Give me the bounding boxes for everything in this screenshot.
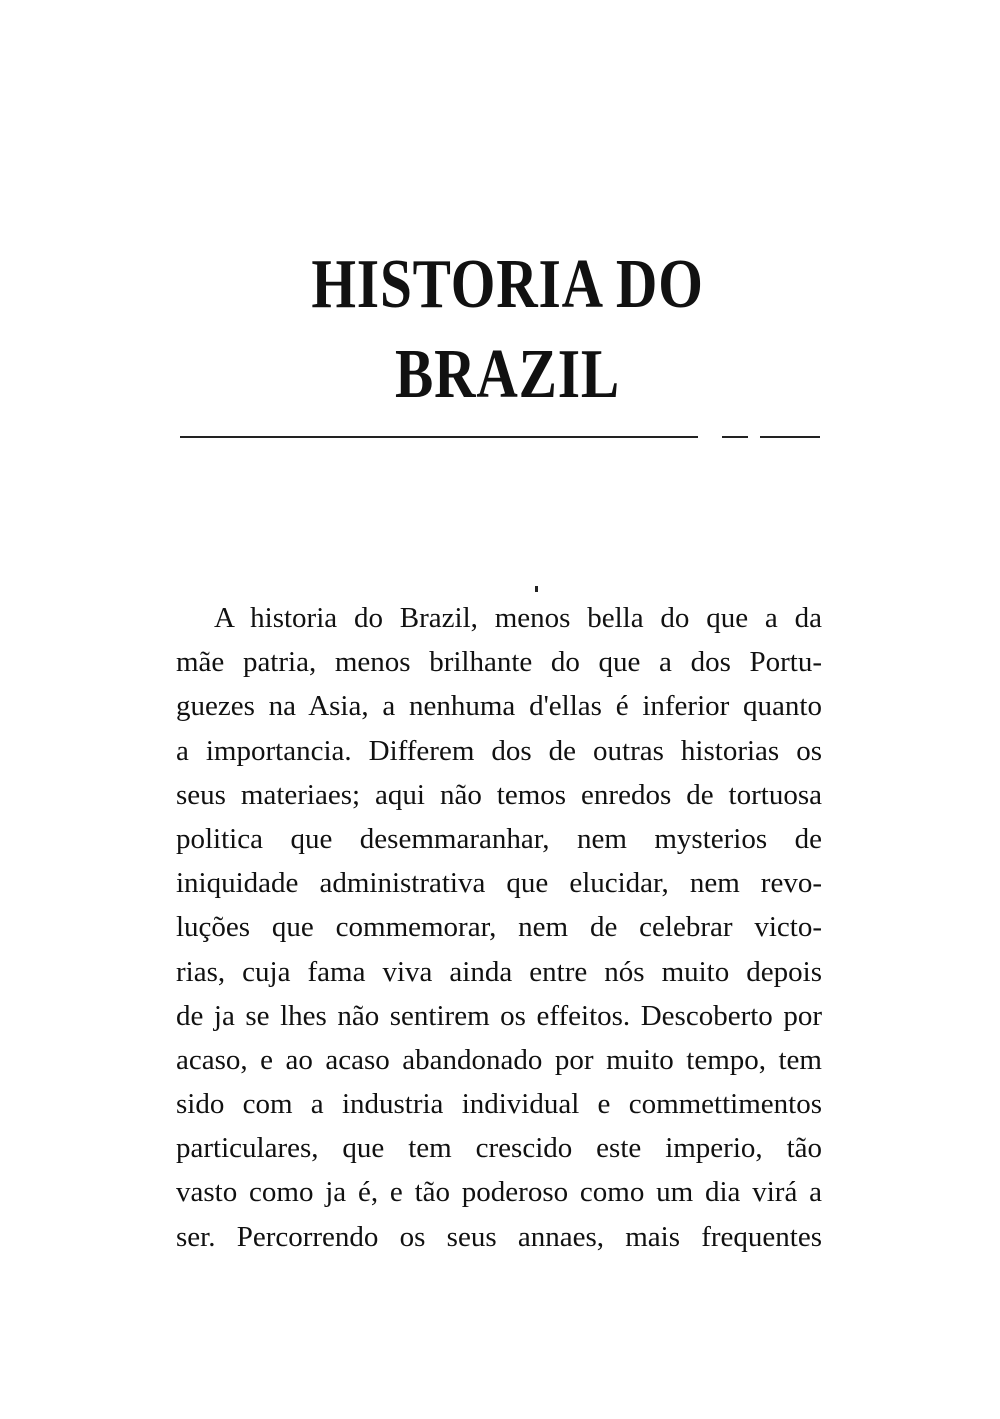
paragraph-line: guezes na Asia, a nenhuma d'ellas é inferior quanto [176,690,822,723]
paragraph-line: ser. Percorrendo os seus annaes, mais frequentes [176,1220,822,1253]
paragraph-line: a importancia. Differem dos de outras historias os [176,734,822,767]
paragraph-line: luções que commemorar, nem de celebrar victo- [176,911,822,944]
paragraph-line: mãe patria, menos brilhante do que a dos Portu- [176,646,822,679]
paragraph-line: de ja se lhes não sentirem os effeitos. Descoberto por [176,999,822,1032]
title-rule-dash [760,436,820,438]
paragraph-line: vasto como ja é, e tão poderoso como um dia virá a [176,1176,822,1209]
print-speck [535,586,538,592]
paragraph-line: politica que desemmaranhar, nem mysterios de [176,822,822,855]
page-title: HISTORIA DO BRAZIL [311,246,704,413]
body-paragraph [176,596,822,1259]
title-rule [180,436,698,438]
paragraph-line: particulares, que tem crescido este imperio, tão [176,1132,822,1165]
paragraph-line: acaso, e ao acaso abandonado por muito tempo, tem [176,1043,822,1076]
paragraph-line: iniquidade administrativa que elucidar, nem revo- [176,867,822,900]
title-rule-dash [722,436,748,438]
paragraph-line: seus materiaes; aqui não temos enredos de tortuosa [176,778,822,811]
paragraph-line: A historia do Brazil, menos bella do que a da [214,602,822,634]
paragraph-line: sido com a industria individual e commettimentos [176,1088,822,1121]
paragraph-line: rias, cuja fama viva ainda entre nós muito depois [176,955,822,988]
